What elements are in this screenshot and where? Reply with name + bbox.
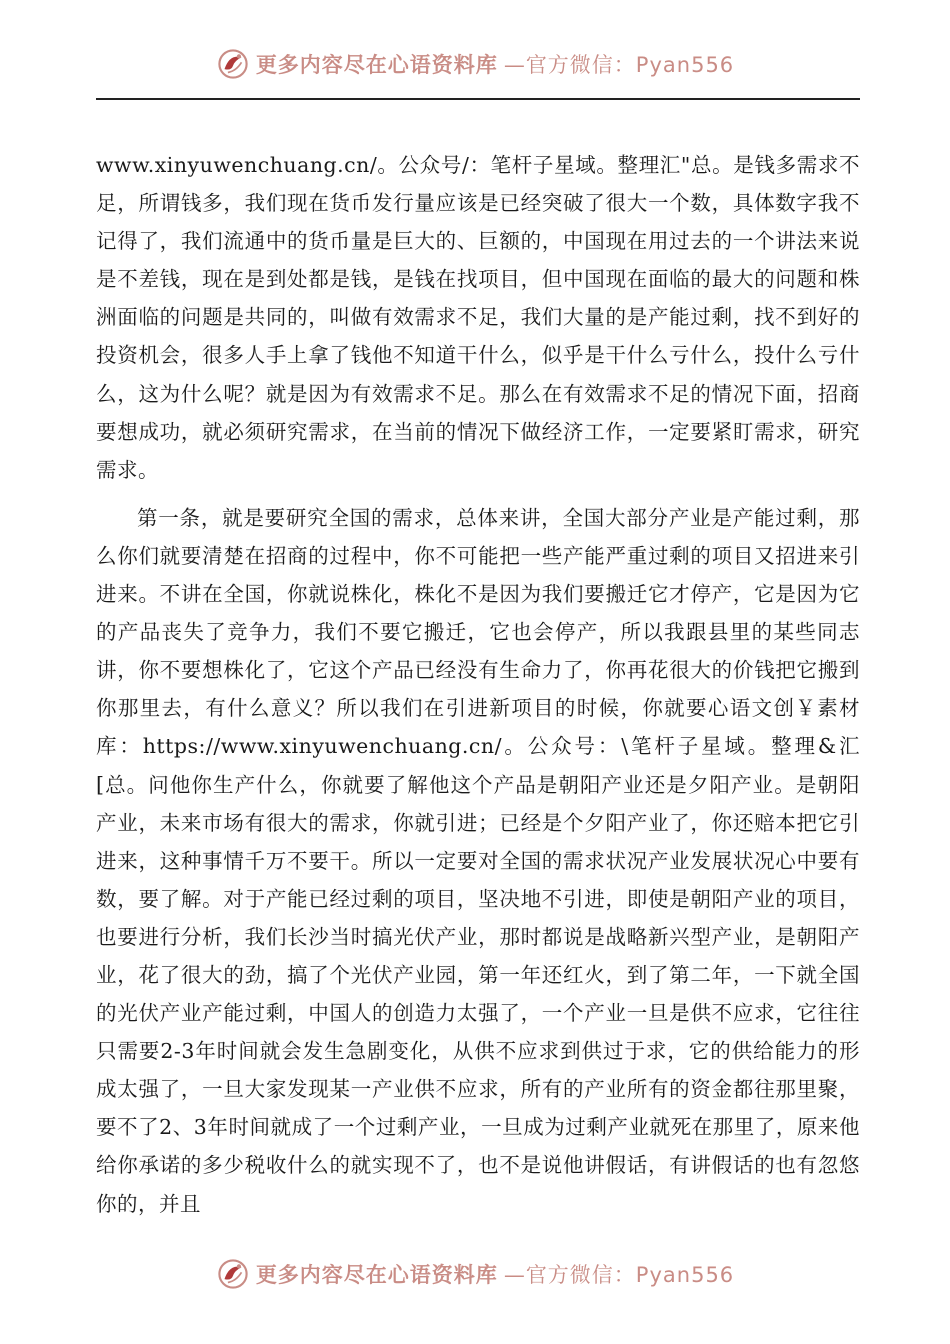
footer-banner-text: 更多内容尽在心语资料库: [255, 1262, 498, 1287]
header-banner-contact: —官方微信：Pyan556: [503, 53, 735, 77]
header-banner-text: 更多内容尽在心语资料库: [255, 52, 498, 77]
brand-logo-icon: [216, 1257, 250, 1291]
footer-banner: [0, 1254, 950, 1294]
paragraph-1: www.xinyuwenchuang.cn/。公众号/：笔杆子星域。整理汇"总。是钱多需求不足，所谓钱多，我们现在货币发行量应该是已经突破了很大一个数，具体数字我不记得了，我们流通中的货币量是巨大的、巨额的，中国现在用过去的一个讲法来说是不差钱，现在是到处都是钱，是钱在找项目，但中国现在面临的最大的问题和株洲面临的问题是共同的，叫做有效需求不足，我们大量的是产能过剩，找不到好的投资机会，很多人手上拿了钱他不知道干什么，似乎是干什么亏什么，投什么亏什么，这为什么呢？就是因为有效需求不足。那么在有效需求不足的情况下面，招商要想成功，就必须研究需求，在当前的情况下做经济工作，一定要紧盯需求，研究需求。: [96, 153, 860, 482]
paragraph-2: 第一条，就是要研究全国的需求，总体来讲，全国大部分产业是产能过剩，那么你们就要清楚在招商的过程中，你不可能把一些产能严重过剩的项目又招进来引进来。不讲在全国，你就说株化，株化不是因为我们要搬迁它才停产，它是因为它的产品丧失了竞争力，我们不要它搬迁，它也会停产，所以我跟县里的某些同志讲，你不要想株化了，它这个产品已经没有生命力了，你再花很大的价钱把它搬到你那里去，有什么意义？所以我们在引进新项目的时候，你就要心语文创￥素材库：https://www.xinyuwenchuang.cn/。公众号：\笔杆子星域。整理&汇[总。问他你生产什么，你就要了解他这个产品是朝阳产业还是夕阳产业。是朝阳产业，未来市场有很大的需求，你就引进；已经是个夕阳产业了，你还赔本把它引进来，这种事情千万不要干。所以一定要对全国的需求状况产业发展状况心中要有数，要了解。对于产能已经过剩的项目，坚决地不引进，即使是朝阳产业的项目，也要进行分析，我们长沙当时搞光伏产业，那时都说是战略新兴型产业，是朝阳产业，花了很大的劲，搞了个光伏产业园，第一年还红火，到了第二年，一下就全国的光伏产业产能过剩，中国人的创造力太强了，一个产业一旦是供不应求，它往往只需要2-3年时间就会发生急剧变化，从供不应求到供过于求，它的供给能力的形成太强了，一旦大家发现某一产业供不应求，所有的产业所有的资金都往那里聚，要不了2、3年时间就成了一个过剩产业，一旦成为过剩产业就死在那里了，原来他给你承诺的多少税收什么的就实现不了，也不是说他讲假话，有讲假话的也有忽悠你的，并且: [96, 505, 860, 1216]
document-body: [96, 146, 860, 1233]
header-banner: [0, 44, 950, 84]
footer-banner-contact: —官方微信：Pyan556: [503, 1263, 735, 1287]
header-divider: [96, 98, 860, 100]
brand-logo-icon: [216, 47, 250, 81]
